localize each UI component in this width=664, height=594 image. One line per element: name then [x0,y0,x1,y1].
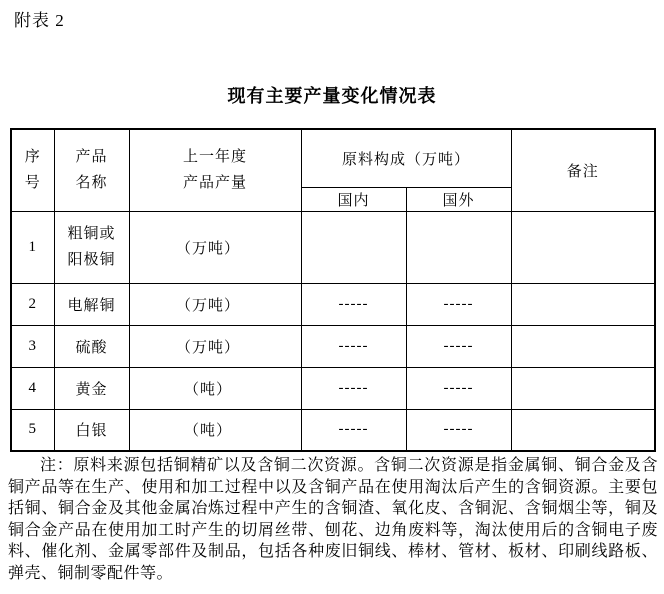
header-product-line1: 产品 [75,149,108,166]
header-prev-year-line1: 上一年度 [182,149,247,166]
header-row-main [11,129,655,187]
cell-output-unit: （吨） [129,367,301,409]
appendix-label: 附表 2 [14,11,65,30]
header-prev-year-output [129,129,301,211]
cell-no: 4 [11,367,54,409]
cell-foreign: ----- [406,367,511,409]
header-material-composition: 原料构成（万吨） [301,129,511,187]
header-product-line2: 名称 [75,175,108,192]
cell-domestic: ----- [301,367,406,409]
cell-output-unit: （万吨） [129,211,301,283]
cell-foreign: ----- [406,409,511,451]
cell-domestic: ----- [301,325,406,367]
cell-product: 电解铜 [54,283,129,325]
cell-remark [511,367,655,409]
cell-remark [511,211,655,283]
cell-product-line2: 阳极铜 [67,252,116,268]
cell-product: 硫酸 [54,325,129,367]
header-prev-year-line2: 产品产量 [182,175,247,192]
header-no-line1: 序 [24,149,41,166]
cell-domestic [301,211,406,283]
table-row [11,211,655,283]
production-change-table [10,128,656,452]
header-domestic: 国内 [301,187,406,211]
header-no-line2: 号 [24,175,41,192]
cell-foreign [406,211,511,283]
footnote-text: 注：原料来源包括铜精矿以及含铜二次资源。含铜二次资源是指金属铜、铜合金及含铜产品等在生产、使用和加工过程中以及含铜产品在使用淘汰后产生的含铜资源。主要包括铜、铜合金及其他金属冶炼过程中产生的含铜渣、氧化皮、含铜泥、含铜烟尘等，铜及铜合金产品在使用加工时产生的切屑丝带、刨花、边角废料等，淘汰使用后的含铜电子废料、催化剂、金属零部件及制品，包括各种废旧铜线、棒材、管材、板材、印刷线路板、弹壳、铜制零配件等。 [8,457,658,582]
cell-output-unit: （吨） [129,409,301,451]
cell-remark [511,409,655,451]
header-foreign: 国外 [406,187,511,211]
header-remark: 备注 [511,129,655,211]
table-header [11,129,655,211]
cell-foreign: ----- [406,325,511,367]
cell-output-unit: （万吨） [129,283,301,325]
cell-product [54,211,129,283]
cell-foreign: ----- [406,283,511,325]
cell-output-unit: （万吨） [129,325,301,367]
cell-no: 3 [11,325,54,367]
cell-remark [511,283,655,325]
cell-remark [511,325,655,367]
table-row [11,367,655,409]
cell-domestic: ----- [301,409,406,451]
cell-product-line1: 粗铜或 [67,226,116,242]
cell-no: 2 [11,283,54,325]
cell-product: 黄金 [54,367,129,409]
table-row [11,325,655,367]
page-title: 现有主要产量变化情况表 [227,86,437,106]
header-product-name [54,129,129,211]
cell-product: 白银 [54,409,129,451]
table-row [11,283,655,325]
table-row [11,409,655,451]
header-no [11,129,54,211]
table-body [11,211,655,451]
cell-no: 1 [11,211,54,283]
cell-domestic: ----- [301,283,406,325]
cell-no: 5 [11,409,54,451]
